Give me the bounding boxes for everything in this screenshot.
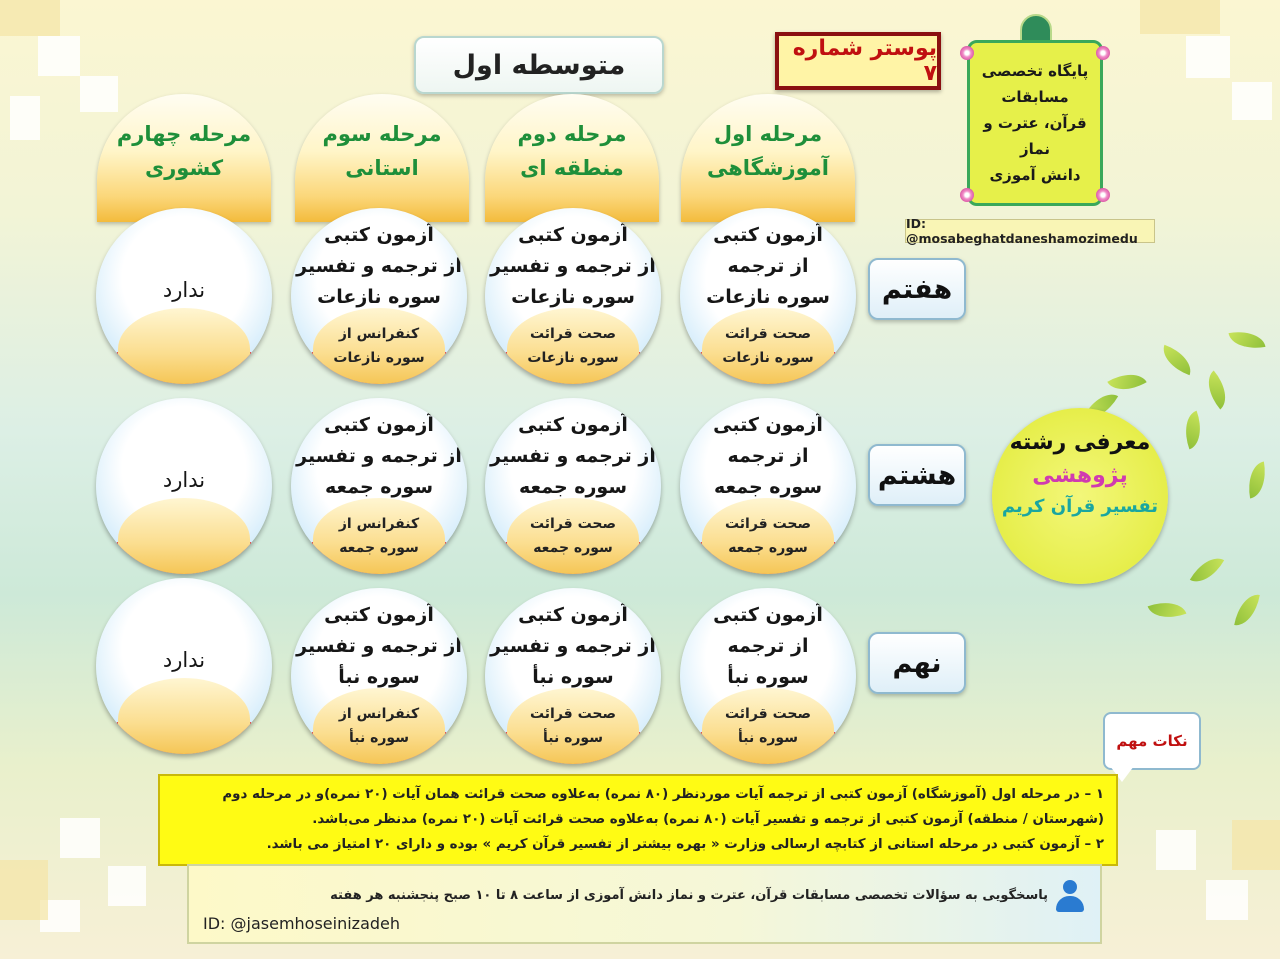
stage-header-1 bbox=[681, 94, 855, 222]
requirement-cell bbox=[291, 398, 467, 574]
leaf-decoration bbox=[1158, 345, 1197, 375]
cell-line: سوره نبأ bbox=[543, 730, 603, 746]
grade-label-seventh: هفتم bbox=[868, 258, 966, 320]
cell-line: آزمون کتبی bbox=[713, 224, 823, 246]
flower-icon bbox=[1096, 46, 1110, 60]
leaf-decoration bbox=[1178, 411, 1208, 450]
organization-line: پایگاه تخصصی bbox=[981, 62, 1089, 80]
user-icon bbox=[1054, 880, 1086, 914]
cell-line: سوره نازعات bbox=[722, 350, 814, 366]
grade-label-eighth: هشتم bbox=[868, 444, 966, 506]
requirement-cell bbox=[680, 588, 856, 764]
cell-main-text bbox=[291, 220, 467, 313]
cell-line: آزمون کتبی bbox=[518, 224, 628, 246]
requirement-cell bbox=[680, 398, 856, 574]
cell-line: سوره نازعات bbox=[317, 286, 441, 308]
cell-line: سوره نبأ bbox=[338, 666, 420, 688]
cell-cap bbox=[118, 308, 250, 384]
cell-sub-text bbox=[485, 512, 661, 560]
contact-box bbox=[187, 864, 1102, 944]
requirement-cell bbox=[485, 588, 661, 764]
cell-sub-text bbox=[485, 322, 661, 370]
cell-line: آزمون کتبی bbox=[324, 224, 434, 246]
note-line: ۲ – آزمون کتبی در مرحله استانی از کتابچه ارسالی وزارت « بهره بیشتر از تفسیر قرآن کریم » بوده و دارای ۲۰ امتیاز می باشد. bbox=[266, 837, 1104, 852]
notes-box bbox=[158, 774, 1118, 866]
cell-line: آزمون کتبی bbox=[713, 414, 823, 436]
cell-cap bbox=[118, 498, 250, 574]
cell-line: سوره جمعه bbox=[324, 476, 434, 498]
cell-main-text bbox=[485, 220, 661, 313]
stage-title: مرحله سوم bbox=[322, 122, 442, 146]
cell-line: سوره نازعات bbox=[333, 350, 425, 366]
flower-icon bbox=[960, 46, 974, 60]
leaf-decoration bbox=[1190, 550, 1224, 589]
cell-line: سوره جمعه bbox=[713, 476, 823, 498]
grade-label-ninth: نهم bbox=[868, 632, 966, 694]
cell-main-text bbox=[485, 410, 661, 503]
decor-square bbox=[0, 860, 48, 920]
cell-line: از ترجمه و تفسیر bbox=[296, 635, 462, 657]
decor-square bbox=[1186, 36, 1230, 78]
cell-line: سوره جمعه bbox=[533, 540, 613, 556]
cell-line: از ترجمه bbox=[727, 255, 809, 277]
contact-id: ID: @jasemhoseinizadeh bbox=[203, 914, 401, 933]
cell-none-text: ندارد bbox=[162, 278, 206, 302]
organization-line: مسابقات bbox=[1001, 88, 1069, 106]
stage-header-4 bbox=[97, 94, 271, 222]
cell-line: سوره نازعات bbox=[706, 286, 830, 308]
cell-none-text: ندارد bbox=[162, 468, 206, 492]
stage-title: مرحله اول bbox=[713, 122, 823, 146]
decor-square bbox=[0, 0, 60, 36]
stage-header-3 bbox=[295, 94, 469, 222]
requirement-cell bbox=[96, 398, 272, 574]
poster-number-label: پوستر شماره ۷ bbox=[775, 32, 941, 90]
cell-line: صحت قرائت bbox=[724, 706, 812, 722]
requirement-cell bbox=[96, 208, 272, 384]
cell-line: سوره نازعات bbox=[511, 286, 635, 308]
field-intro-badge bbox=[992, 408, 1168, 584]
decor-square bbox=[108, 866, 146, 906]
cell-sub-text bbox=[680, 702, 856, 750]
cell-line: سوره نبأ bbox=[727, 666, 809, 688]
cell-line: سوره نبأ bbox=[532, 666, 614, 688]
decor-square bbox=[10, 96, 40, 140]
requirement-cell bbox=[680, 208, 856, 384]
cell-main-text bbox=[485, 600, 661, 693]
cell-line: سوره جمعه bbox=[518, 476, 628, 498]
decor-square bbox=[80, 76, 118, 112]
cell-line: صحت قرائت bbox=[529, 706, 617, 722]
cell-line: صحت قرائت bbox=[529, 516, 617, 532]
page-title: متوسطه اول bbox=[414, 36, 664, 94]
cell-line: از ترجمه و تفسیر bbox=[490, 635, 656, 657]
decor-square bbox=[1206, 880, 1248, 920]
cell-line: کنفرانس از bbox=[338, 516, 420, 532]
cell-line: آزمون کتبی bbox=[518, 604, 628, 626]
cell-sub-text bbox=[291, 322, 467, 370]
intro-field-name: تفسیر قرآن کریم bbox=[1001, 496, 1159, 517]
cell-line: از ترجمه bbox=[727, 445, 809, 467]
cell-line: آزمون کتبی bbox=[518, 414, 628, 436]
notes-label: نکات مهم bbox=[1103, 712, 1201, 770]
cell-sub-text bbox=[485, 702, 661, 750]
cell-sub-text bbox=[291, 702, 467, 750]
leaf-decoration bbox=[1148, 595, 1187, 625]
cell-line: سوره جمعه bbox=[728, 540, 808, 556]
decor-square bbox=[38, 36, 80, 76]
cell-line: سوره نبأ bbox=[738, 730, 798, 746]
instagram-id: ID: @mosabeghatdaneshamozimedu bbox=[905, 219, 1155, 243]
stage-title: مرحله دوم bbox=[517, 122, 627, 146]
cell-line: آزمون کتبی bbox=[713, 604, 823, 626]
cell-line: سوره نبأ bbox=[349, 730, 409, 746]
intro-category: پژوهشی bbox=[1032, 463, 1128, 488]
contact-text: پاسخگویی به سؤالات تخصصی مسابقات قرآن، عترت و نماز دانش آموزی از ساعت ۸ تا ۱۰ صبح پنجشنبه هر هفته bbox=[330, 888, 1048, 903]
cell-line: صحت قرائت bbox=[529, 326, 617, 342]
leaf-decoration bbox=[1198, 371, 1235, 410]
decor-square bbox=[1140, 0, 1220, 34]
decor-square bbox=[1156, 830, 1196, 870]
cell-line: سوره نازعات bbox=[527, 350, 619, 366]
stage-level: آموزشگاهی bbox=[706, 156, 829, 180]
organization-line: قرآن، عترت و نماز bbox=[983, 114, 1087, 158]
cell-line: کنفرانس از bbox=[338, 706, 420, 722]
requirement-cell bbox=[96, 578, 272, 754]
leaf-decoration bbox=[1244, 462, 1270, 499]
stage-level: کشوری bbox=[144, 156, 224, 180]
cell-line: صحت قرائت bbox=[724, 326, 812, 342]
cell-line: صحت قرائت bbox=[724, 516, 812, 532]
cell-sub-text bbox=[291, 512, 467, 560]
decor-square bbox=[60, 818, 100, 858]
organization-line: دانش آموزی bbox=[989, 166, 1081, 184]
cell-line: سوره جمعه bbox=[339, 540, 419, 556]
organization-badge bbox=[967, 40, 1103, 206]
stage-title: مرحله چهارم bbox=[116, 122, 252, 146]
requirement-cell bbox=[485, 208, 661, 384]
cell-sub-text bbox=[680, 322, 856, 370]
leaf-decoration bbox=[1229, 327, 1266, 353]
flower-icon bbox=[960, 188, 974, 202]
decor-square bbox=[1232, 820, 1280, 870]
cell-sub-text bbox=[680, 512, 856, 560]
cell-line: از ترجمه و تفسیر bbox=[296, 255, 462, 277]
note-line: ۱ – در مرحله اول (آموزشگاه) آزمون کتبی از ترجمه آیات موردنظر (۸۰ نمره) به‌علاوه صحت قرائت همان آیات (۲۰ نمره)و در مرحله دوم bbox=[222, 787, 1104, 802]
cell-line: از ترجمه و تفسیر bbox=[296, 445, 462, 467]
flower-icon bbox=[1096, 188, 1110, 202]
cell-main-text bbox=[291, 600, 467, 693]
requirement-cell bbox=[485, 398, 661, 574]
note-line: (شهرستان / منطقه) آزمون کتبی از ترجمه و تفسیر آیات (۸۰ نمره) به‌علاوه صحت قرائت آیات (۲۰ نمره) مدنظر می‌باشد. bbox=[312, 812, 1104, 827]
cell-line: کنفرانس از bbox=[338, 326, 420, 342]
stage-header-2 bbox=[485, 94, 659, 222]
cell-none-text: ندارد bbox=[162, 648, 206, 672]
cell-line: آزمون کتبی bbox=[324, 604, 434, 626]
cell-main-text bbox=[680, 600, 856, 693]
cell-cap bbox=[118, 678, 250, 754]
requirement-cell bbox=[291, 588, 467, 764]
stage-level: استانی bbox=[345, 156, 419, 180]
cell-line: از ترجمه و تفسیر bbox=[490, 255, 656, 277]
intro-title: معرفی رشته bbox=[1009, 430, 1151, 455]
decor-square bbox=[1232, 82, 1272, 120]
cell-line: از ترجمه و تفسیر bbox=[490, 445, 656, 467]
stage-level: منطقه ای bbox=[520, 156, 624, 180]
cell-main-text bbox=[680, 410, 856, 503]
cell-line: از ترجمه bbox=[727, 635, 809, 657]
cell-line: آزمون کتبی bbox=[324, 414, 434, 436]
requirement-cell bbox=[291, 208, 467, 384]
cell-main-text bbox=[291, 410, 467, 503]
leaf-decoration bbox=[1234, 592, 1260, 629]
cell-main-text bbox=[680, 220, 856, 313]
